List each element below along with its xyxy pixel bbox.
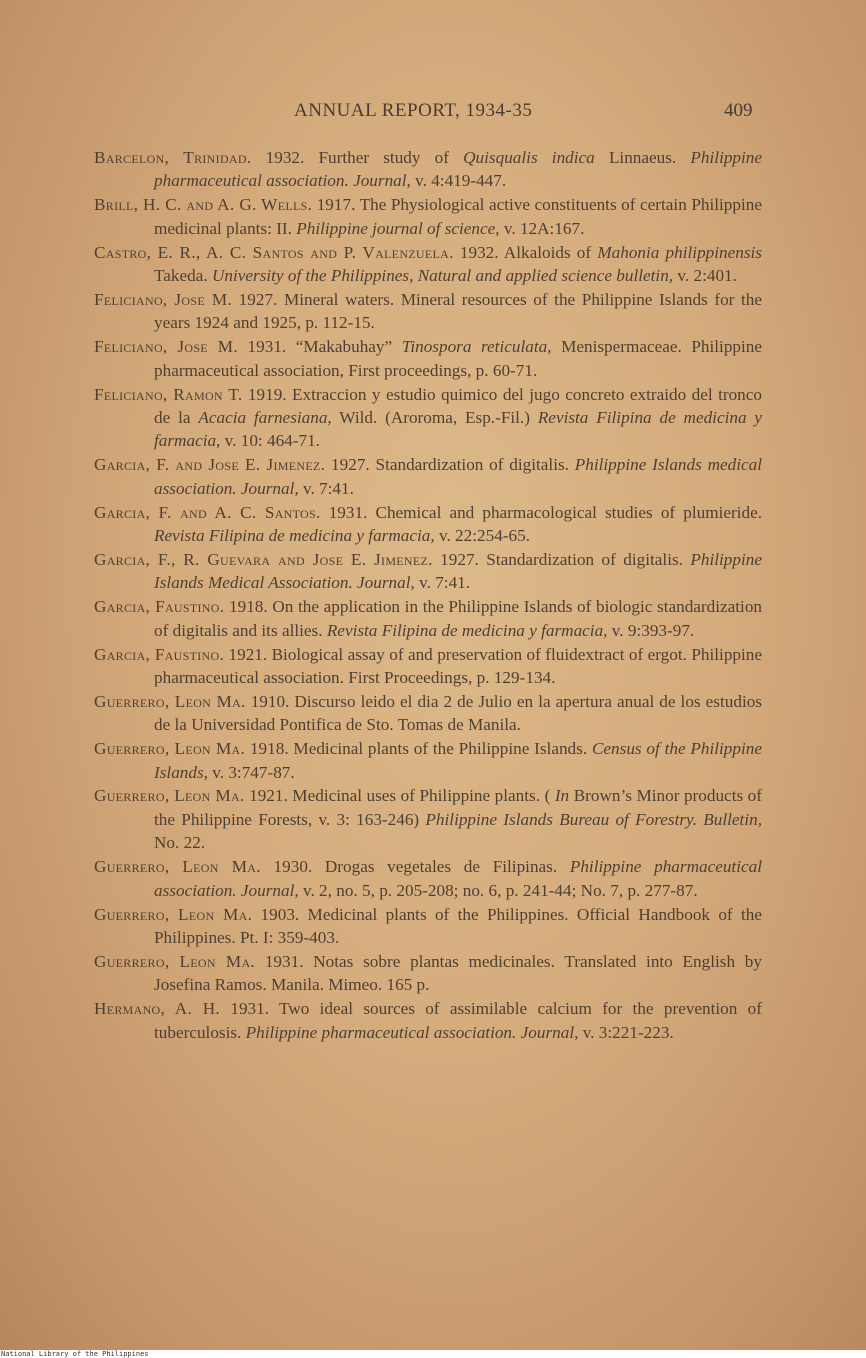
entry-author: Feliciano, Jose M. (94, 337, 238, 357)
entry-text: Brown’s Minor products of the Philippine Forests, v. 3: 163-246) (154, 786, 762, 829)
page-number: 409 (724, 100, 753, 121)
entry-text: 1931. “Makabuhay” (247, 337, 393, 357)
library-credit: National Library of the Philippines (1, 1350, 149, 1358)
entry-author: Castro, E. R., A. C. Santos and P. Valenzuela. (94, 242, 454, 262)
entry-author: Guerrero, Leon Ma. (94, 857, 261, 877)
entry-text: 1927. Standardization of digitalis. (331, 455, 569, 475)
bibliography-entry (94, 643, 762, 690)
entry-author: Feliciano, Ramon T. (94, 384, 243, 404)
bibliography-entry (94, 855, 762, 902)
bibliography-entry (94, 903, 762, 950)
entry-author: Guerrero, Leon Ma. (94, 951, 256, 971)
entry-author: Barcelon, Trinidad. (94, 148, 252, 167)
entry-text: 1921. Biological assay of and preservation of fluidextract of ergot. Philippine pharmaceutical association. First Proceedings, p. 129-134. (154, 644, 763, 687)
entry-text: v. 3:747-87. (212, 762, 295, 782)
entry-text: v. 12A:167. (503, 218, 585, 238)
entry-author: Garcia, F. and Jose E. Jimenez. (94, 455, 326, 475)
entry-author: Guerrero, Leon Ma. (94, 904, 253, 924)
entry-text: 1927. Standardization of digitalis. (440, 549, 683, 569)
entry-text: 1910. Discurso leido el dia 2 de Julio en la apertura anual de los estudios de la Universidad Pontifica de Sto. Tomas de Manila. (154, 691, 762, 735)
bibliography-entry (94, 997, 762, 1044)
entry-text: v. 3:221-223. (582, 1022, 674, 1042)
entry-text: 1927. Mineral waters. Mineral resources of the Philippine Islands for the years 1924 and 1925, p. 112-15. (154, 289, 762, 333)
entry-text: 1931. Two ideal sources of assimilable calcium for the prevention of tuberculosis. (154, 999, 763, 1042)
bibliography-entry (94, 146, 762, 193)
bibliography-entry (94, 241, 762, 288)
entry-italic-title: Philippine pharmaceutical association. Journal, (154, 857, 762, 900)
entry-text: 1932. Further study of (265, 148, 449, 167)
entry-author: Guerrero, Leon Ma. (94, 786, 245, 806)
entry-italic-title: Tinospora reticulata, (401, 337, 552, 357)
bibliography-entry (94, 501, 762, 548)
entry-author: Garcia, Faustino. (94, 597, 225, 617)
entry-italic-title: Revista Filipina de medicina y farmacia, (154, 526, 435, 545)
entry-text: 1921. Medicinal uses of Philippine plants. ( (249, 786, 551, 806)
entry-italic-title: Philippine Islands Medical Association. Journal, (154, 549, 762, 593)
entry-text: v. 4:419-447. (415, 171, 507, 191)
entry-italic-title: University of the Philippines, Natural and applied science bulletin, (211, 266, 674, 286)
bibliography-entry (94, 383, 762, 453)
entry-author: Guerrero, Leon Ma. (94, 739, 246, 759)
bibliography-entry (94, 548, 762, 595)
entry-text: v. 7:41. (302, 478, 354, 498)
entry-author: Brill, H. C. and A. G. Wells. (94, 195, 313, 215)
bibliography-entry (94, 784, 762, 854)
bibliography-entry (94, 193, 762, 240)
entry-italic-title: Philippine pharmaceutical association. Journal, (245, 1022, 579, 1042)
entry-text: 1932. Alkaloids of (459, 242, 592, 262)
entry-italic-title: Mahonia philippinensis (597, 242, 762, 262)
entry-text: 1931. Chemical and pharmacological studies of plumieride. (328, 502, 763, 522)
entry-italic-title: Philippine Islands Bureau of Forestry. Bulletin, (425, 809, 762, 829)
entry-author: Hermano, A. H. (94, 999, 221, 1019)
entry-italic-title: Quisqualis indica (463, 148, 595, 167)
entry-italic-title: Revista Filipina de medicina y farmacia, (154, 407, 763, 451)
entry-text: v. 10: 464-71. (224, 431, 320, 451)
entry-text: 1917. The Physiological active constituents of certain Philippine medicinal plants: II. (154, 195, 762, 238)
entry-italic-title: Philippine Islands medical association. Journal, (154, 455, 762, 498)
entry-text: Menispermaceae. Philippine pharmaceutical association, First proceedings, p. 60-71. (154, 337, 763, 380)
entry-text: v. 2, no. 5, p. 205-208; no. 6, p. 241-44; No. 7, p. 277-87. (302, 880, 698, 900)
entry-text: 1918. Medicinal plants of the Philippine Islands. (249, 739, 588, 759)
entry-text: 1919. Extraccion y estudio quimico del jugo concreto extraido del tronco de la (154, 384, 763, 427)
entry-italic-title: Philippine journal of science, (296, 218, 500, 238)
bibliography-entry (94, 950, 762, 997)
entry-author: Garcia, F., R. Guevara and Jose E. Jimenez. (94, 549, 433, 569)
bibliography-entry (94, 453, 762, 500)
entry-text: 1918. On the application in the Philippine Islands of biologic standardization of digitalis and its allies. (154, 597, 763, 640)
entry-text: 1931. Notas sobre plantas medicinales. Translated into English by Josefina Ramos. Manila. Mimeo. 165 p. (154, 951, 762, 995)
entry-text: v. 9:393-97. (611, 620, 695, 640)
entry-text: Wild. (Aroroma, Esp.-Fil.) (339, 407, 530, 427)
entry-author: Guerrero, Leon Ma. (94, 691, 246, 711)
entry-author: Garcia, Faustino. (94, 644, 225, 664)
entry-text: Takeda. (154, 266, 208, 286)
bibliography-entry (94, 690, 762, 737)
bibliography-entry (94, 595, 762, 642)
bibliography-entry (94, 288, 762, 335)
entry-author: Garcia, F. and A. C. Santos. (94, 502, 321, 522)
bibliography-list (94, 146, 762, 1044)
entry-text: 1930. Drogas vegetales de Filipinas. (273, 857, 558, 877)
entry-italic-title: Revista Filipina de medicina y farmacia, (326, 620, 608, 640)
entry-text: v. 7:41. (419, 573, 471, 593)
entry-italic-title: Acacia farnesiana, (198, 407, 332, 427)
entry-italic-title: Census of the Philippine Islands, (154, 739, 762, 782)
bibliography-entry (94, 737, 762, 784)
running-title: ANNUAL REPORT, 1934-35 (294, 100, 533, 121)
entry-text: Linnaeus. (608, 148, 677, 167)
entry-text: No. 22. (154, 833, 206, 853)
bibliography-entry (94, 335, 762, 382)
page-header (0, 100, 866, 126)
entry-text: v. 22:254-65. (438, 526, 530, 545)
entry-text: 1903. Medicinal plants of the Philippines. Official Handbook of the Philippines. Pt. I: 359-403. (154, 904, 762, 947)
entry-text: v. 2:401. (677, 266, 737, 286)
entry-author: Feliciano, Jose M. (94, 289, 233, 309)
entry-italic-title: In (554, 786, 570, 806)
entry-italic-title: Philippine pharmaceutical association. Journal, (154, 148, 763, 191)
